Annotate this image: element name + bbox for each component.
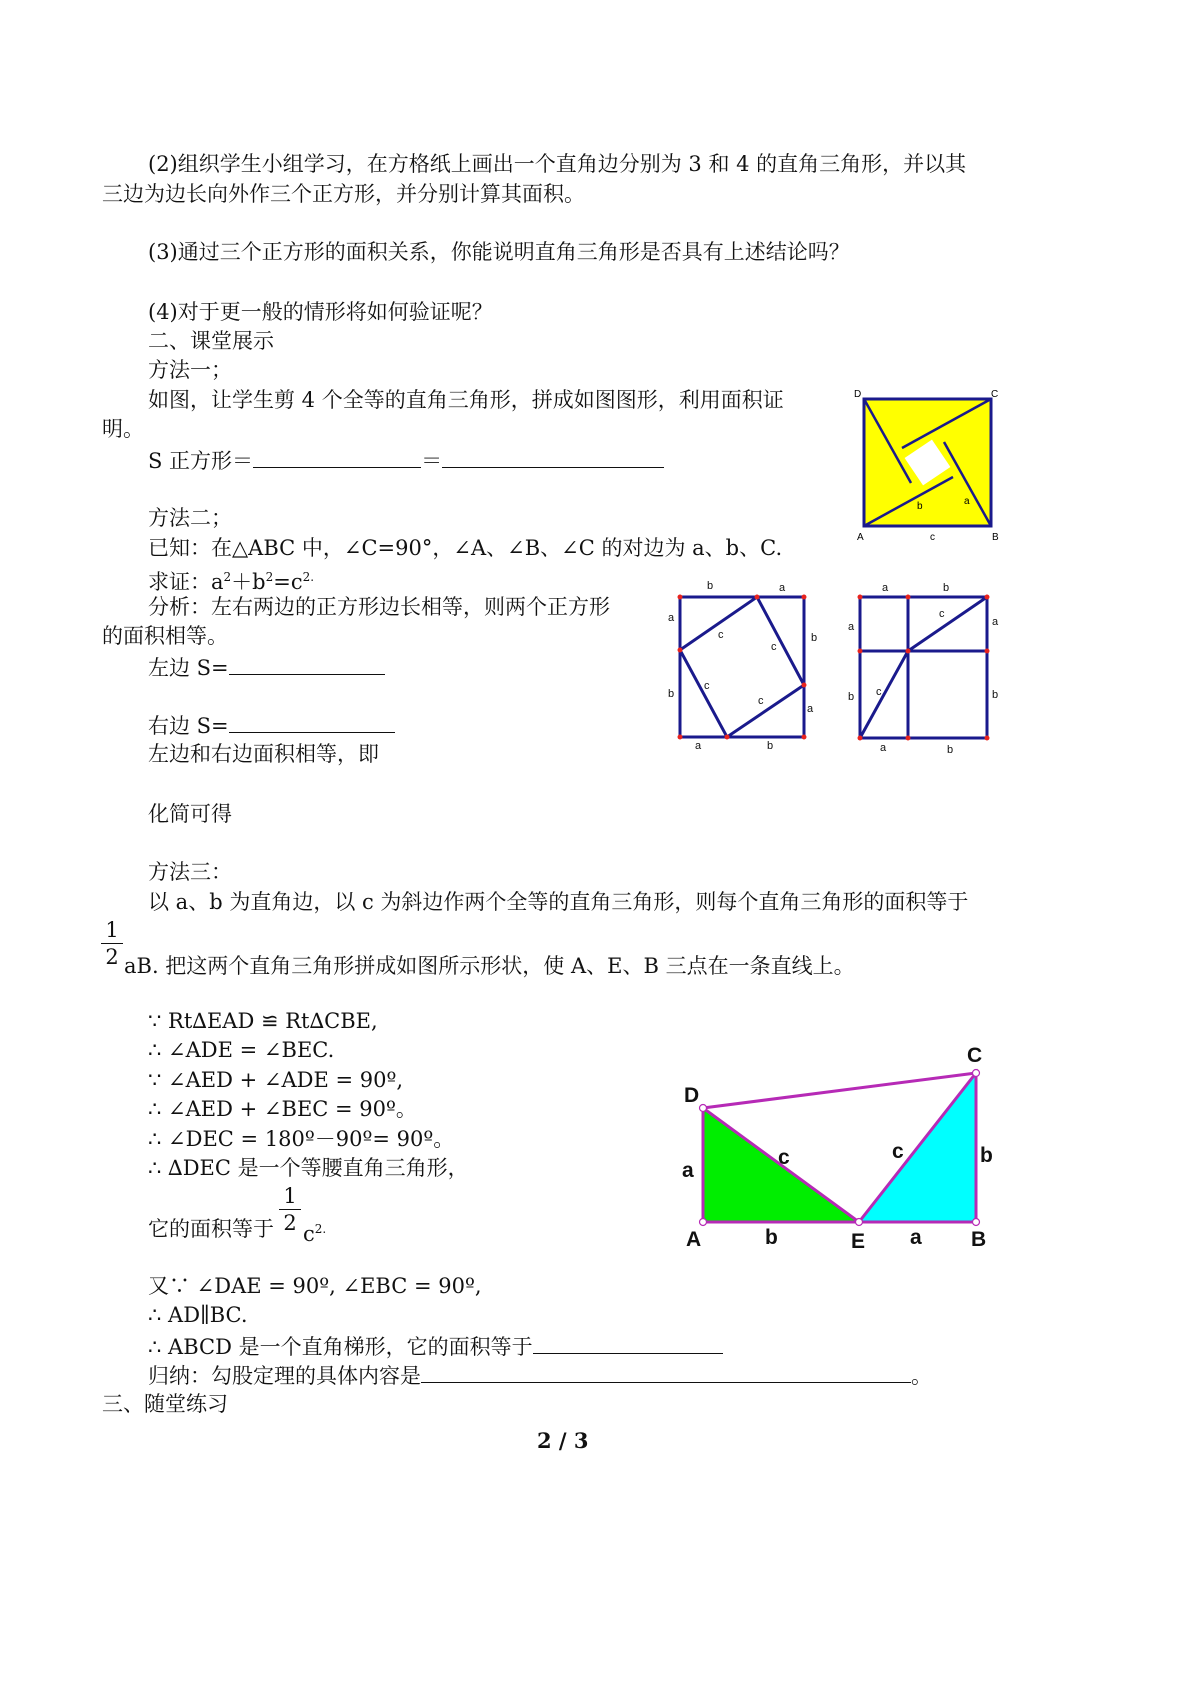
sup-c: 2.	[302, 570, 315, 584]
sup-a: 2	[223, 570, 232, 584]
prove-eq-c: =c	[273, 570, 303, 594]
figure-left-square	[665, 575, 830, 760]
label-b-left: b	[668, 688, 675, 700]
fraction-denominator: 2	[105, 945, 119, 969]
figure-square-four-triangles	[850, 385, 1010, 550]
right-area-blank[interactable]	[229, 710, 395, 733]
proof-step-5: ∴ ∠DEC = 180º－90º= 90º。	[148, 1127, 455, 1151]
vertex-label-a: A	[686, 1228, 702, 1251]
item-2-line1: (2)组织学生小组学习，在方格纸上画出一个直角边分别为 3 和 4 的直角三角形，并以其	[148, 152, 967, 176]
area-label: 它的面积等于	[148, 1217, 274, 1241]
s-square-equation	[148, 445, 664, 475]
vertex-label-b: B	[992, 532, 999, 543]
figure-right-square	[845, 575, 1010, 760]
proof-step-1: ∵ Rt∆EAD ≌ Rt∆CBE,	[148, 1009, 378, 1033]
proof-step-7	[148, 1215, 274, 1243]
vertex-label-e: E	[851, 1230, 866, 1253]
proof-step-10	[148, 1331, 723, 1361]
prove-plus-b: ＋b	[231, 570, 266, 594]
proof-step-4: ∴ ∠AED + ∠BEC = 90º。	[148, 1097, 417, 1121]
label-b-bottom: b	[947, 744, 954, 756]
conclusion-label: 归纳：勾股定理的具体内容是	[148, 1364, 421, 1388]
label-a-bottom: a	[695, 740, 702, 752]
page-number: 2 / 3	[537, 1428, 589, 1453]
side-label-c-left: c	[778, 1146, 790, 1169]
conclusion	[148, 1360, 932, 1390]
method1-title: 方法一；	[148, 358, 232, 382]
label-a-top: a	[882, 582, 889, 594]
diagonal-lower	[860, 651, 908, 738]
fraction-numerator: 1	[105, 918, 119, 942]
label-b-right: b	[992, 689, 999, 701]
method3-line1: 以 a、b 为直角边，以 c 为斜边作两个全等的直角三角形，则每个直角三角形的面积等于	[148, 890, 969, 914]
vertex-label-c: C	[967, 1044, 983, 1067]
s-square-label: S 正方形＝	[148, 449, 254, 473]
item-3: (3)通过三个正方形的面积关系，你能说明直角三角形是否具有上述结论吗？	[148, 240, 850, 264]
method3-title: 方法三：	[148, 860, 232, 884]
label-b-right: b	[811, 632, 818, 644]
conclusion-blank[interactable]	[421, 1360, 911, 1383]
side-label-a-left: a	[682, 1159, 694, 1182]
label-c-2: c	[771, 641, 777, 653]
side-label-a: a	[964, 496, 970, 507]
label-b-top: b	[943, 582, 950, 594]
side-label-b-right: b	[980, 1144, 993, 1167]
label-c-lower: c	[876, 686, 882, 698]
vertex-label-a: A	[857, 532, 864, 543]
trapezoid-area-blank[interactable]	[533, 1331, 723, 1354]
side-label-b: b	[917, 501, 923, 512]
answer-blank-2[interactable]	[442, 445, 664, 468]
fraction-one-half	[101, 918, 123, 969]
proof-step-3: ∵ ∠AED + ∠ADE = 90º,	[148, 1068, 404, 1092]
label-b-left: b	[848, 691, 855, 703]
label-c-1: c	[718, 629, 724, 641]
label-c-3: c	[704, 680, 710, 692]
left-area-label: 左边 S=	[148, 656, 229, 680]
vertex-label-d: D	[684, 1084, 700, 1107]
triangle-cbe	[859, 1073, 976, 1222]
label-a-left: a	[848, 621, 855, 633]
figure-trapezoid	[680, 1040, 1000, 1255]
analysis-line1: 分析：左右两边的正方形边长相等，则两个正方形	[148, 595, 610, 619]
label-a-right: a	[992, 616, 999, 628]
method1-line2: 明。	[102, 417, 144, 441]
item-4: (4)对于更一般的情形将如何验证呢？	[148, 300, 493, 324]
inner-square	[680, 597, 804, 737]
equal-area-text: 左边和右边面积相等，即	[148, 742, 379, 766]
proof-step-2: ∴ ∠ADE = ∠BEC.	[148, 1038, 335, 1062]
fraction-one-half-2	[279, 1184, 301, 1235]
method2-title: 方法二；	[148, 506, 232, 530]
area-c-squared	[303, 1215, 326, 1248]
analysis-line2: 的面积相等。	[102, 624, 228, 648]
side-label-b-bottom: b	[765, 1226, 778, 1249]
fraction-bar	[279, 1209, 301, 1210]
proof-step-8: 又∵ ∠DAE = 90º, ∠EBC = 90º,	[148, 1274, 482, 1298]
vertex-label-b: B	[971, 1228, 987, 1251]
label-c-upper: c	[939, 608, 945, 620]
left-area	[148, 652, 385, 682]
area-c: c	[303, 1222, 315, 1246]
vertex-label-c: C	[991, 389, 999, 400]
method3-line2: aB. 把这两个直角三角形拼成如图所示形状，使 A、E、B 三点在一条直线上。	[124, 954, 855, 978]
label-a-top: a	[779, 582, 786, 594]
right-area-label: 右边 S=	[148, 714, 229, 738]
outer-square	[680, 597, 804, 737]
side-label-c-right: c	[892, 1140, 904, 1163]
side-label-a-bottom: a	[910, 1226, 922, 1249]
label-a-bottom: a	[880, 742, 887, 754]
trapezoid-area-label: ∴ ABCD 是一个直角梯形，它的面积等于	[148, 1335, 533, 1359]
simplify-text: 化简可得	[148, 802, 232, 826]
vertex-dots	[858, 595, 990, 741]
label-a-left: a	[668, 612, 675, 624]
side-label-c: c	[930, 532, 935, 543]
equals-sign: ＝	[421, 449, 443, 473]
method1-line1: 如图，让学生剪 4 个全等的直角三角形，拼成如图图形，利用面积证	[148, 388, 784, 412]
fraction-numerator: 1	[283, 1184, 297, 1208]
label-b-top: b	[707, 580, 714, 592]
proof-step-6: ∴ ∆DEC 是一个等腰直角三角形，	[148, 1156, 469, 1180]
section-2-heading: 二、课堂展示	[148, 329, 274, 353]
vertex-dots	[678, 595, 807, 740]
prove-a: 求证：a	[148, 570, 224, 594]
item-2-line2: 三边为边长向外作三个正方形，并分别计算其面积。	[102, 182, 585, 206]
given-statement: 已知：在△ABC 中，∠C=90°，∠A、∠B、∠C 的对边为 a、b、C.	[148, 536, 783, 560]
outer-square	[860, 597, 987, 738]
proof-step-9: ∴ AD∥BC.	[148, 1303, 248, 1327]
fraction-bar	[101, 943, 123, 944]
area-sup: 2.	[314, 1222, 327, 1236]
answer-blank-1[interactable]	[253, 445, 421, 468]
label-b-bottom: b	[767, 740, 774, 752]
section-3-heading: 三、随堂练习	[102, 1392, 228, 1416]
sup-b: 2	[265, 570, 274, 584]
vertex-label-d: D	[854, 389, 862, 400]
label-a-right: a	[807, 703, 814, 715]
segment-dc	[703, 1073, 976, 1108]
fraction-denominator: 2	[283, 1211, 297, 1235]
to-prove	[148, 563, 314, 596]
diagonal-upper	[908, 597, 987, 651]
left-area-blank[interactable]	[229, 652, 385, 675]
conclusion-end: 。	[911, 1364, 932, 1388]
right-area	[148, 710, 395, 740]
label-c-4: c	[758, 695, 764, 707]
